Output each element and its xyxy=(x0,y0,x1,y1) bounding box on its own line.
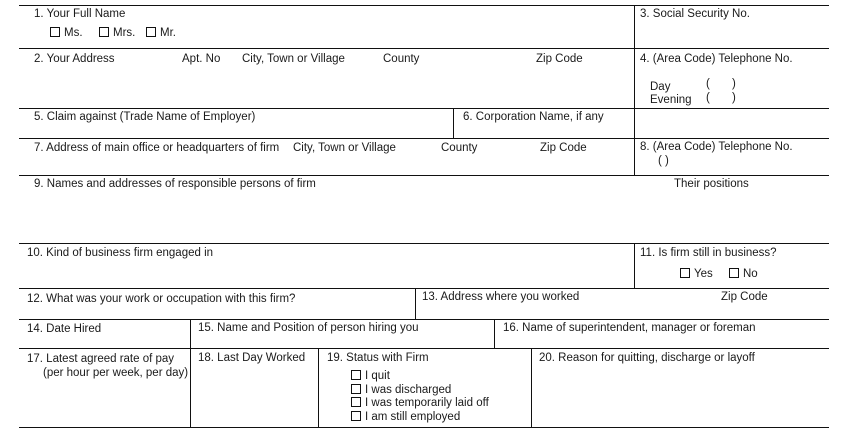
rule-top xyxy=(19,5,829,6)
field-8-parens: ( ) xyxy=(658,155,669,167)
field-14-label: 14. Date Hired xyxy=(27,323,102,335)
checkbox[interactable] xyxy=(146,27,156,37)
rule-row-9 xyxy=(19,175,829,176)
checkbox[interactable] xyxy=(351,411,361,421)
field-5-label: 5. Claim against (Trade Name of Employer) xyxy=(34,111,256,123)
title-option-mrs[interactable]: Mrs. xyxy=(99,27,135,40)
field-2-label: 2. Your Address xyxy=(34,53,115,65)
rule-row-17 xyxy=(19,348,829,349)
status-option-discharged[interactable]: I was discharged xyxy=(351,384,489,398)
divider-ssn xyxy=(634,5,635,175)
field-10-label: 10. Kind of business firm engaged in xyxy=(27,247,214,259)
field-17-line-2: (per hour per week, per day) xyxy=(43,366,189,379)
field-4-day-open: ( xyxy=(706,78,710,90)
field-13-zip: Zip Code xyxy=(721,291,768,303)
rule-row-2 xyxy=(19,48,829,49)
field-6-label: 6. Corporation Name, if any xyxy=(463,111,604,123)
status-options xyxy=(351,370,489,424)
status-option-employed[interactable]: I am still employed xyxy=(351,411,489,425)
checkbox[interactable] xyxy=(729,268,739,278)
field-4-evening-close: ) xyxy=(732,92,736,104)
field-2-city: City, Town or Village xyxy=(242,53,345,65)
field-4-evening: Evening xyxy=(650,94,692,106)
title-option-ms[interactable]: Ms. xyxy=(50,27,83,40)
field-1-label: 1. Your Full Name xyxy=(34,8,126,20)
divider-hired xyxy=(190,319,191,427)
in-business-no[interactable]: No xyxy=(729,268,758,281)
rule-row-5 xyxy=(19,108,829,109)
in-business-yes[interactable]: Yes xyxy=(680,268,713,281)
divider-work-address xyxy=(415,288,416,319)
field-7-county: County xyxy=(441,142,478,154)
checkbox[interactable] xyxy=(99,27,109,37)
field-11-label: 11. Is firm still in business? xyxy=(640,247,777,259)
field-8-label: 8. (Area Code) Telephone No. xyxy=(640,141,793,153)
checkbox[interactable] xyxy=(351,384,361,394)
divider-superintendent xyxy=(494,319,495,348)
field-4-label: 4. (Area Code) Telephone No. xyxy=(640,53,793,65)
divider-reason xyxy=(531,348,532,427)
field-15-label: 15. Name and Position of person hiring you xyxy=(198,322,419,334)
field-17-line-1: 17. Latest agreed rate of pay xyxy=(27,353,175,365)
rule-row-7 xyxy=(19,138,829,139)
checkbox[interactable] xyxy=(351,397,361,407)
field-18-label: 18. Last Day Worked xyxy=(198,352,306,364)
field-17-label xyxy=(27,353,188,380)
checkbox[interactable] xyxy=(351,370,361,380)
rule-bottom xyxy=(19,427,829,428)
field-4-evening-open: ( xyxy=(706,92,710,104)
field-4-day: Day xyxy=(650,81,671,93)
field-19-label: 19. Status with Firm xyxy=(327,352,429,364)
title-option-mr[interactable]: Mr. xyxy=(146,27,176,40)
field-12-label: 12. What was your work or occupation with this firm? xyxy=(27,293,296,305)
field-20-label: 20. Reason for quitting, discharge or layoff xyxy=(539,352,755,364)
field-4-day-close: ) xyxy=(732,78,736,90)
field-7-city: City, Town or Village xyxy=(293,142,396,154)
field-3-label: 3. Social Security No. xyxy=(640,8,750,20)
rule-row-14 xyxy=(19,319,829,320)
checkbox[interactable] xyxy=(50,27,60,37)
field-13-label: 13. Address where you worked xyxy=(422,291,580,303)
field-7-zip: Zip Code xyxy=(540,142,587,154)
field-2-zip: Zip Code xyxy=(536,53,583,65)
status-option-quit[interactable]: I quit xyxy=(351,370,489,384)
field-2-apt: Apt. No xyxy=(182,53,221,65)
divider-status xyxy=(318,348,319,427)
field-2-county: County xyxy=(383,53,420,65)
field-16-label: 16. Name of superintendent, manager or foreman xyxy=(503,322,756,334)
rule-row-10 xyxy=(19,243,829,244)
divider-in-business xyxy=(634,243,635,288)
field-7-label: 7. Address of main office or headquarters of firm xyxy=(34,142,280,154)
rule-row-12 xyxy=(19,288,829,289)
checkbox[interactable] xyxy=(680,268,690,278)
field-9-label: 9. Names and addresses of responsible persons of firm xyxy=(34,178,316,190)
status-option-laid-off[interactable]: I was temporarily laid off xyxy=(351,397,489,411)
divider-corp xyxy=(453,108,454,138)
field-9-positions: Their positions xyxy=(674,178,749,190)
